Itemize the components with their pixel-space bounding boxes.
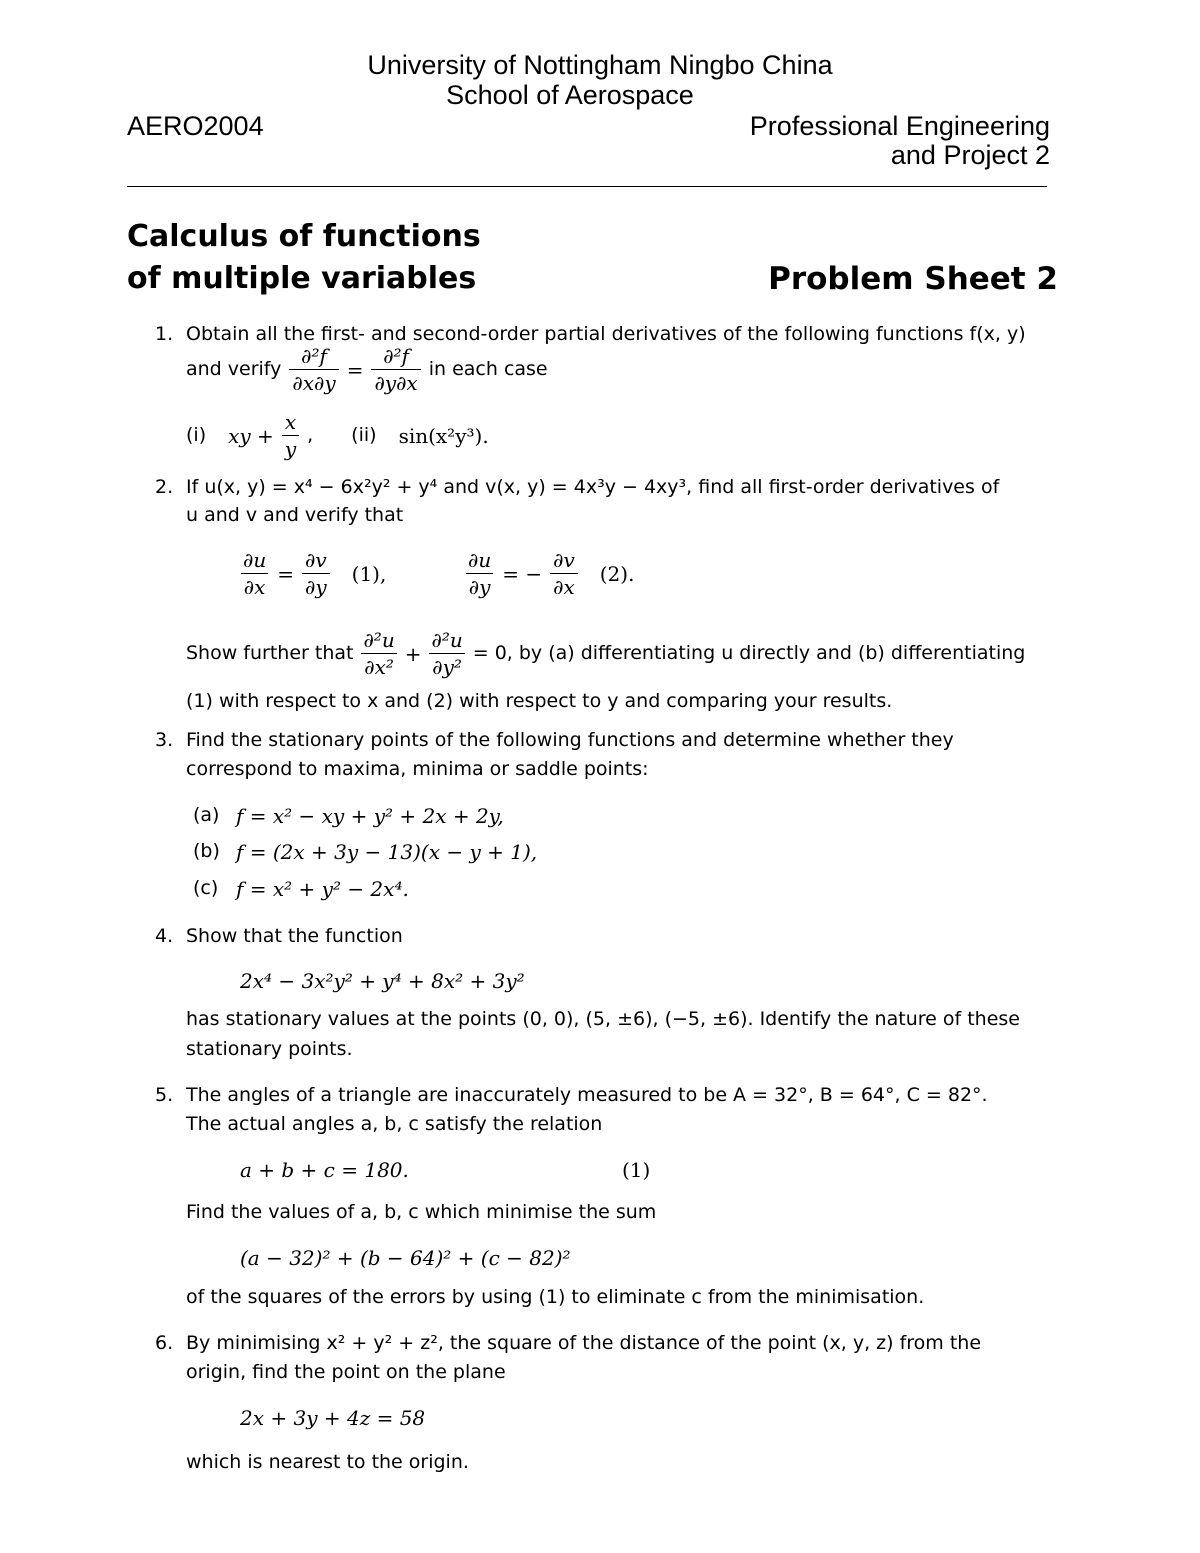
- problem-1-verify-eq: =: [346, 357, 364, 382]
- problem-5-expr1-tag: (1): [622, 1158, 651, 1182]
- problem-1-verify-suffix: in each case: [428, 358, 548, 380]
- problem-3-part-a-label: (a): [193, 804, 220, 826]
- problem-4-line2: has stationary values at the points (0, 0), (5, ±6), (−5, ±6). Identify the nature of these: [186, 1008, 1020, 1030]
- problem-2-eq2-tag: (2).: [599, 561, 635, 586]
- header-rule: [127, 186, 1047, 187]
- course-code: AERO2004: [127, 111, 264, 141]
- problem-1-verify-rhs-den: ∂y∂x: [371, 369, 420, 393]
- problem-3-number: 3.: [155, 729, 174, 751]
- problem-6-number: 6.: [155, 1332, 174, 1354]
- problem-2-further-b-num: ∂²u: [431, 628, 463, 652]
- problem-2-eq2-eq: = −: [502, 561, 543, 586]
- problem-2-further-suffix: = 0, by (a) differentiating u directly and (b) differentiating: [472, 642, 1026, 664]
- problem-3-part-a-expr: f = x² − xy + y² + 2x + 2y,: [236, 804, 504, 828]
- problem-1-verify-lhs-den: ∂x∂y: [289, 369, 338, 393]
- title-line1: Calculus of functions: [127, 219, 481, 254]
- problem-2-eq2-lhs: [465, 550, 494, 597]
- problem-2-eq1-lhs-den: ∂x: [241, 573, 269, 597]
- problem-2-eq1-rhs-den: ∂y: [302, 573, 330, 597]
- problem-2-further-a-den: ∂x²: [361, 653, 397, 677]
- university-name: University of Nottingham Ningbo China: [367, 50, 833, 80]
- problem-1-verify-prefix: and verify: [186, 358, 282, 380]
- problem-2-eq1-lhs-num: ∂u: [243, 548, 267, 572]
- sheet-title: Problem Sheet 2: [768, 261, 1058, 297]
- problem-2-eq2: [465, 550, 634, 597]
- problem-2-eq1-rhs: [302, 550, 330, 597]
- problem-3-part-c-label: (c): [193, 877, 219, 899]
- problem-2-further-b-den: ∂y²: [429, 653, 465, 677]
- problem-2-further-a: [360, 630, 397, 677]
- problem-2-further-prefix: Show further that: [186, 642, 354, 664]
- problem-1-part-i-lead: xy +: [228, 423, 274, 448]
- course-name-line2: and Project 2: [890, 140, 1050, 170]
- problem-2-line2: u and v and verify that: [186, 504, 404, 526]
- problem-1-verify: [186, 346, 548, 393]
- problem-6-line1: By minimising x² + y² + z², the square of the distance of the point (x, y, z) from the: [186, 1332, 982, 1354]
- problem-3-part-b-label: (b): [193, 840, 220, 862]
- problem-1-part-i-den: y: [282, 435, 299, 459]
- problem-2-further-a-num: ∂²u: [363, 628, 395, 652]
- problem-5-number: 5.: [155, 1084, 174, 1106]
- problem-4-expr: 2x⁴ − 3x²y² + y⁴ + 8x² + 3y²: [240, 969, 525, 993]
- problem-2-line1: If u(x, y) = x⁴ − 6x²y² + y⁴ and v(x, y) = 4x³y − 4xy³, find all first-order derivatives of: [186, 476, 1000, 498]
- problem-2-eq1: [240, 550, 386, 597]
- problem-2-further-plus: +: [404, 641, 422, 666]
- problem-5-line2: The actual angles a, b, c satisfy the relation: [186, 1113, 603, 1135]
- problem-1-part-i-num: x: [284, 410, 297, 434]
- problem-1-part-i-tail: ,: [307, 424, 314, 446]
- problem-6-line3: which is nearest to the origin.: [186, 1451, 469, 1473]
- problem-3-part-b-expr: f = (2x + 3y − 13)(x − y + 1),: [236, 840, 538, 864]
- course-name-line1: Professional Engineering: [749, 111, 1050, 141]
- problem-3-line2: correspond to maxima, minima or saddle points:: [186, 758, 649, 780]
- problem-5-expr2: (a − 32)² + (b − 64)² + (c − 82)²: [240, 1246, 571, 1270]
- problem-1-line1: Obtain all the first- and second-order partial derivatives of the following functions f(x, y): [186, 323, 1026, 345]
- problem-2-eq1-lhs: [240, 550, 269, 597]
- problem-5-line4: of the squares of the errors by using (1) to eliminate c from the minimisation.: [186, 1286, 925, 1308]
- problem-1-verify-rhs: [371, 346, 420, 393]
- problem-2-eq2-rhs-num: ∂v: [553, 548, 575, 572]
- problem-1-verify-rhs-num: ∂²f: [383, 344, 409, 368]
- problem-2-further: [186, 630, 1025, 677]
- problem-2-eq1-rhs-num: ∂v: [305, 548, 327, 572]
- problem-1-part-i-frac: [282, 412, 299, 459]
- problem-1-number: 1.: [155, 323, 174, 345]
- problem-1-part-ii-label: (ii): [351, 424, 377, 446]
- problem-2-eq2-lhs-num: ∂u: [468, 548, 492, 572]
- problem-1-parts: [186, 412, 489, 459]
- problem-6-expr: 2x + 3y + 4z = 58: [240, 1406, 426, 1430]
- problem-2-eq1-eq: =: [277, 561, 294, 586]
- problem-4-number: 4.: [155, 925, 174, 947]
- problem-2-eq2-lhs-den: ∂y: [466, 573, 494, 597]
- school-name: School of Aerospace: [446, 80, 694, 110]
- problem-5-line3: Find the values of a, b, c which minimise the sum: [186, 1201, 657, 1223]
- problem-2-eq1-tag: (1),: [351, 561, 387, 586]
- problem-2-line3: (1) with respect to x and (2) with respect to y and comparing your results.: [186, 690, 893, 712]
- problem-5-line1: The angles of a triangle are inaccurately measured to be A = 32°, B = 64°, C = 82°.: [186, 1084, 988, 1106]
- problem-1-part-ii-expr: sin(x²y³).: [398, 423, 489, 448]
- problem-4-line1: Show that the function: [186, 925, 403, 947]
- problem-3-part-c-expr: f = x² + y² − 2x⁴.: [236, 877, 409, 901]
- problem-6-line2: origin, find the point on the plane: [186, 1361, 506, 1383]
- problem-4-line3: stationary points.: [186, 1038, 353, 1060]
- problem-1-part-i-label: (i): [186, 424, 207, 446]
- title-line2: of multiple variables: [127, 261, 477, 296]
- problem-1-verify-lhs-num: ∂²f: [301, 344, 327, 368]
- problem-2-eq2-rhs-den: ∂x: [550, 573, 578, 597]
- problem-2-further-b: [428, 630, 465, 677]
- problem-1-verify-lhs: [289, 346, 338, 393]
- problem-3-line1: Find the stationary points of the following functions and determine whether they: [186, 729, 954, 751]
- problem-2-number: 2.: [155, 476, 174, 498]
- problem-2-eq2-rhs: [550, 550, 578, 597]
- problem-5-expr1: a + b + c = 180.: [240, 1158, 409, 1182]
